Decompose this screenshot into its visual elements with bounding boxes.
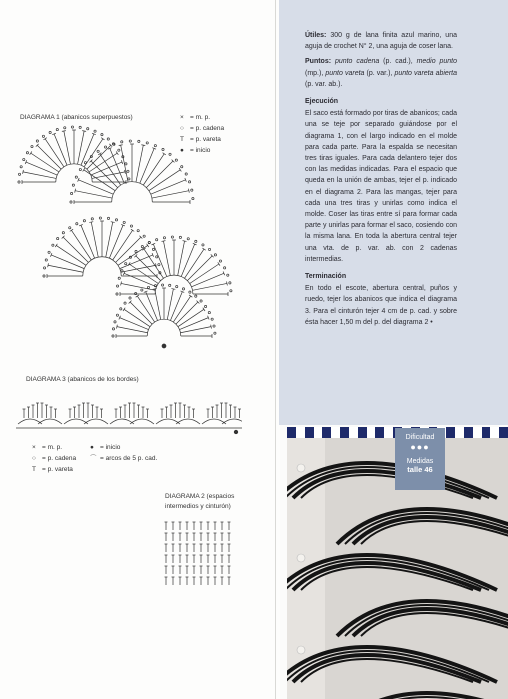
chain-mark: [91, 218, 93, 220]
stitch-mark: [202, 248, 205, 250]
chain-mark: [112, 328, 114, 330]
stitch-mark: [70, 229, 73, 231]
fan-base: [147, 319, 181, 336]
chain-mark: [169, 153, 171, 155]
stitch-mark: [82, 131, 86, 132]
chain-mark: [94, 130, 96, 132]
chain-mark: [99, 217, 101, 219]
chain-mark: [69, 227, 71, 229]
chain-mark: [154, 145, 156, 147]
difficulty-label: Dificultad: [405, 434, 435, 441]
chain-mark: [20, 166, 22, 168]
chain-mark: [107, 217, 109, 219]
chain-mark: [213, 325, 215, 327]
chain-mark: [43, 267, 45, 269]
stitch-mark: [147, 244, 149, 247]
legend-row: [180, 112, 224, 123]
legend-row: [90, 453, 157, 464]
chain-mark: [18, 181, 20, 183]
chain-mark: [211, 318, 213, 320]
diagram3-title: DIAGRAMA 3 (abanicos de los bordes): [26, 376, 139, 383]
stitch-mark: [136, 295, 139, 297]
legend-row: [32, 464, 76, 475]
chain-mark: [26, 152, 28, 154]
materials-text: 300 g de lana finita azul marino, una aguja de crochet N° 2, una aguja de coser lana.: [305, 32, 457, 51]
legend-text: = m. p.: [42, 444, 63, 451]
legend-symbol: T: [180, 136, 184, 143]
legend-text: = p. vareta: [190, 136, 221, 143]
chain-mark: [79, 126, 81, 128]
stitch-mark: [116, 151, 118, 154]
chain-mark: [57, 237, 59, 239]
chain-mark: [83, 220, 85, 222]
stitch-mark: [62, 131, 66, 132]
execution-text: El saco está formado por tiras de abanicos; cada una se teje por separado guiándose por el diagrama 1, con el largo indicado en el molde para cada parte. Para la espalda se necesitan tres tiras iguales. Para cada delantero tejer dos con las medidas indicadas. Para el espacio que queda en la unión de ambas, tejer el p. indicado en el diagrama 2. Para las mangas, tejer para cada una tres tiras y unirlas como indica el molde. Coser las tiras entre sí para formar cada parte y unirlas para formar el saco, cosiendo con la misma lana. En toda la abertura central tejer una vta. de p. var. ab. con 2 cadenas intermedias.: [305, 110, 457, 263]
chain-mark: [141, 246, 143, 248]
chain-mark: [49, 131, 51, 133]
chain-mark: [118, 277, 120, 279]
stitch-abbr: (p. var. ab.).: [305, 80, 343, 88]
chain-mark: [171, 236, 173, 238]
materials-paragraph: [305, 30, 457, 52]
chain-mark: [137, 230, 139, 232]
legend-text: = inicio: [100, 444, 121, 451]
start-mark: [234, 430, 238, 434]
chain-mark: [79, 168, 81, 170]
stitch-mark: [48, 263, 49, 267]
diagram3-chart: [16, 388, 242, 440]
chain-mark: [112, 143, 114, 145]
stitch-name: punto vareta abierta: [394, 69, 457, 77]
stitch-mark: [163, 153, 166, 155]
chain-mark: [121, 270, 123, 272]
diagram2-title: [165, 492, 234, 512]
chain-mark: [72, 184, 74, 186]
chain-mark: [125, 263, 127, 265]
size-label: Medidas: [406, 458, 434, 465]
chain-mark: [45, 259, 47, 261]
stitch-mark: [183, 241, 187, 242]
execution-heading: Ejecución: [305, 98, 339, 106]
stitch-abbr: (mp.),: [305, 69, 326, 77]
chain-mark: [70, 192, 72, 194]
legend-symbol: ×: [32, 444, 36, 451]
legend-symbol: ●: [90, 444, 94, 451]
chain-mark: [208, 248, 210, 250]
finishing-heading: Terminación: [305, 273, 347, 281]
stitch-mark: [117, 325, 118, 329]
stitch-mark: [30, 151, 32, 154]
chain-mark: [42, 135, 44, 137]
chain-mark: [52, 244, 54, 246]
chain-mark: [75, 176, 77, 178]
stitch-mark: [55, 244, 57, 247]
chain-mark: [152, 248, 154, 250]
chain-mark: [156, 239, 158, 241]
chain-mark: [62, 232, 64, 234]
difficulty-dots: ●●●: [410, 442, 430, 452]
chain-mark: [163, 237, 165, 239]
chain-mark: [227, 274, 229, 276]
chain-mark: [185, 173, 187, 175]
stitch-mark: [111, 222, 115, 223]
chain-mark: [123, 221, 125, 223]
chain-mark: [161, 284, 163, 286]
legend-symbol: ×: [180, 114, 184, 121]
chain-mark: [130, 225, 132, 227]
finishing-text: En todo el escote, abertura central, puños y ruedo, tejer los abanicos que indica el diagrama 3. Para el cinturón tejer 4 cm de p. cad. y sobre ésta hacer 1,50 m del p. del diagrama 2 •: [305, 285, 457, 326]
stitch-name: medio punto: [416, 58, 458, 66]
legend-symbol: T: [32, 466, 36, 473]
chain-mark: [70, 201, 72, 203]
column-divider: [275, 0, 276, 699]
stitch-mark: [179, 168, 181, 171]
difficulty-badge: [395, 428, 445, 490]
chain-mark: [143, 235, 145, 237]
stitch-mark: [188, 189, 189, 193]
stitch-mark: [83, 168, 85, 171]
chain-mark: [147, 286, 149, 288]
fan-base: [155, 275, 193, 294]
chain-mark: [56, 128, 58, 130]
chain-mark: [176, 286, 178, 288]
legend-symbol: ○: [32, 455, 36, 462]
diagram3-legend-right: [90, 442, 157, 464]
chain-mark: [195, 295, 197, 297]
chain-mark: [64, 127, 66, 129]
diagram1-title: DIAGRAMA 1 (abanicos superpuestos): [20, 114, 133, 121]
stitch-mark: [128, 262, 130, 265]
chain-mark: [120, 308, 122, 310]
chain-mark: [192, 197, 194, 199]
chain-mark: [175, 159, 177, 161]
instructions-text: [305, 30, 457, 332]
chain-mark: [162, 148, 164, 150]
stitch-mark: [101, 138, 104, 140]
chain-mark: [224, 267, 226, 269]
stitches-title: Puntos:: [305, 58, 332, 66]
stitch-abbr: (p. cad.),: [379, 58, 417, 66]
chain-mark: [135, 292, 137, 294]
size-value: talle 46: [407, 465, 433, 474]
chain-mark: [156, 256, 158, 258]
legend-text: = p. vareta: [42, 466, 73, 473]
stitch-mark: [43, 138, 46, 140]
chain-mark: [18, 173, 20, 175]
chain-mark: [200, 300, 202, 302]
stitch-mark: [131, 229, 134, 231]
chain-mark: [125, 163, 127, 165]
fan-base: [83, 257, 122, 276]
chain-mark: [116, 285, 118, 287]
chain-mark: [84, 162, 86, 164]
chain-mark: [31, 145, 33, 147]
chain-mark: [191, 189, 193, 191]
legend-symbol: ○: [180, 125, 184, 132]
stitch-mark: [119, 145, 123, 146]
stitch-mark: [189, 295, 192, 297]
legend-symbol: ●: [180, 147, 184, 154]
stitch-mark: [203, 308, 205, 311]
chain-mark: [116, 293, 118, 295]
start-mark: [162, 344, 166, 348]
chain-mark: [138, 140, 140, 142]
chain-mark: [104, 146, 106, 148]
chain-mark: [154, 285, 156, 287]
stitch-mark: [162, 241, 166, 242]
chain-mark: [43, 275, 45, 277]
legend-row: [32, 442, 76, 453]
stitch-mark: [125, 170, 126, 174]
chain-mark: [208, 311, 210, 313]
chain-mark: [204, 305, 206, 307]
chain-mark: [76, 223, 78, 225]
stitch-mark: [211, 325, 212, 329]
legend-row: [90, 442, 157, 453]
chain-mark: [188, 181, 190, 183]
diagram2-chart: [160, 518, 240, 588]
stitch-abbr: (p. var.),: [364, 69, 395, 77]
chain-mark: [118, 149, 120, 151]
chain-mark: [121, 141, 123, 143]
legend-row: [32, 453, 76, 464]
chain-mark: [219, 260, 221, 262]
legend-text: = arcos de 5 p. cad.: [100, 455, 158, 462]
chain-mark: [115, 219, 117, 221]
stitch-mark: [123, 308, 125, 311]
stitch-mark: [121, 282, 122, 286]
chain-mark: [195, 240, 197, 242]
lace-scallop: [337, 693, 508, 699]
chain-mark: [107, 138, 109, 140]
chain-mark: [23, 158, 25, 160]
chain-mark: [169, 284, 171, 286]
diagram2-title-line1: DIAGRAMA 2 (espacios: [165, 493, 235, 500]
stitch-mark: [141, 145, 145, 146]
stitch-mark: [23, 170, 24, 174]
chain-mark: [129, 140, 131, 142]
chain-mark: [187, 238, 189, 240]
chain-mark: [141, 289, 143, 291]
legend-text: = p. cadena: [42, 455, 77, 462]
chain-mark: [179, 236, 181, 238]
chain-mark: [87, 128, 89, 130]
stitch-mark: [89, 222, 93, 223]
chain-mark: [214, 254, 216, 256]
chain-mark: [48, 251, 50, 253]
chain-mark: [214, 332, 216, 334]
stitch-mark: [171, 289, 175, 290]
fan-base: [56, 164, 92, 182]
chain-mark: [229, 282, 231, 284]
stitch-mark: [98, 153, 101, 155]
legend-text: = p. cadena: [190, 125, 225, 132]
chain-mark: [230, 290, 232, 292]
legend-text: = m. p.: [190, 114, 211, 121]
materials-title: Útiles:: [305, 32, 327, 39]
fan-base: [112, 182, 153, 202]
diagram2-title-line2: intermedios y cinturón): [165, 503, 231, 510]
chain-mark: [181, 166, 183, 168]
stitch-mark: [75, 189, 76, 193]
chain-mark: [189, 291, 191, 293]
stitch-mark: [218, 262, 220, 265]
chain-mark: [158, 264, 160, 266]
chain-mark: [127, 170, 129, 172]
stitch-mark: [227, 282, 228, 286]
chain-mark: [148, 242, 150, 244]
chain-mark: [114, 321, 116, 323]
chain-mark: [182, 288, 184, 290]
diagram3-legend-left: [32, 442, 76, 475]
chain-mark: [116, 314, 118, 316]
chain-mark: [71, 126, 73, 128]
chain-mark: [128, 178, 130, 180]
stitch-name: punto vareta: [325, 69, 365, 77]
chain-mark: [36, 140, 38, 142]
chain-mark: [135, 250, 137, 252]
chain-mark: [202, 244, 204, 246]
chain-mark: [129, 297, 131, 299]
stitch-name: punto cadena: [334, 58, 380, 66]
legend-text: = inicio: [190, 147, 211, 154]
chain-mark: [101, 134, 103, 136]
legend-symbol: ⌒: [90, 455, 97, 462]
chain-mark: [112, 335, 114, 337]
diagram1-chart: [14, 124, 244, 370]
chain-mark: [124, 302, 126, 304]
chain-mark: [97, 150, 99, 152]
stitches-paragraph: [305, 56, 457, 90]
chain-mark: [146, 142, 148, 144]
